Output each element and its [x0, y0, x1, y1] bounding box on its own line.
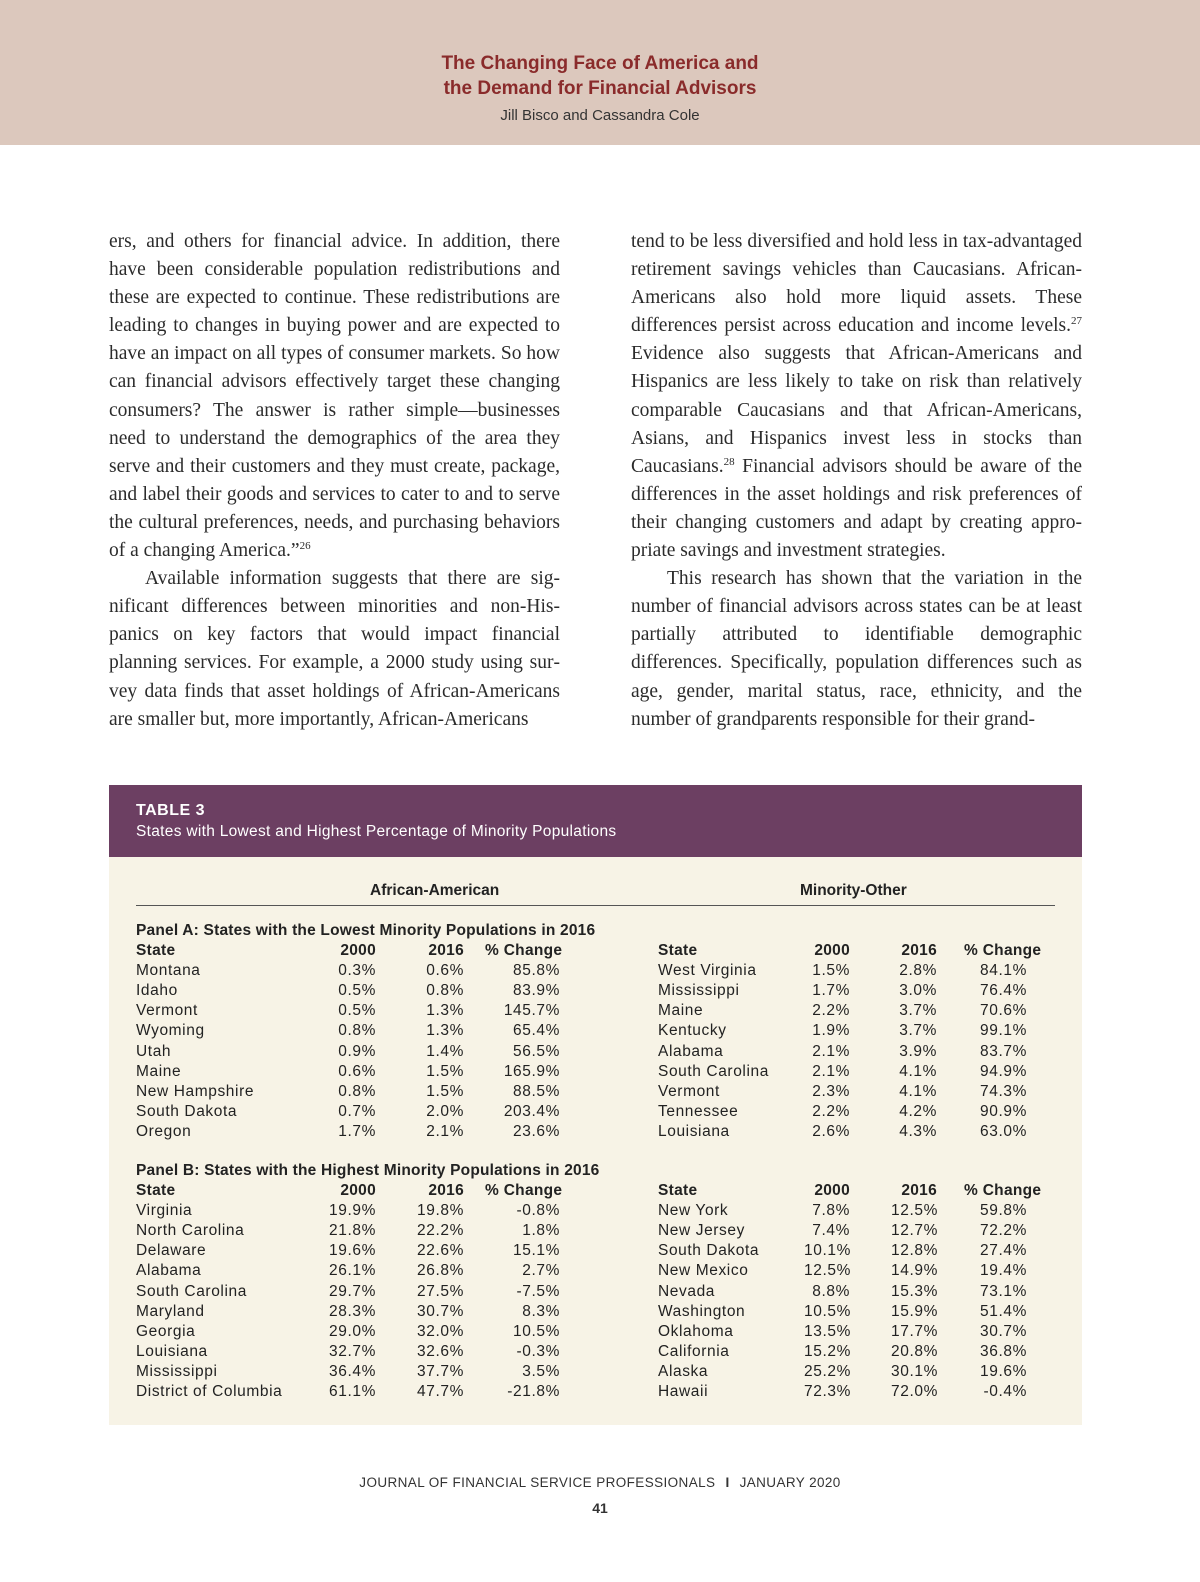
cell-state: Maryland [136, 1302, 205, 1320]
cell-year-2000: 2.1% [812, 1062, 850, 1080]
cell-year-2000: 0.9% [338, 1042, 376, 1060]
paragraph-text: Evidence also suggests that African-Americans and Hispanics are less likely to take on risk than relatively comparable Caucasians and that African-Americans, Asians, and Hispanics invest less in stocks than Caucasians. [631, 343, 1082, 477]
cell-year-2000: 10.5% [804, 1302, 851, 1320]
panel-a-title: Panel A: States with the Lowest Minority Populations in 2016 [136, 922, 596, 939]
cell-state: Vermont [658, 1082, 720, 1100]
cell-pct-change: 84.1% [980, 962, 1027, 980]
cell-year-2016: 12.7% [891, 1222, 938, 1240]
cell-year-2016: 4.2% [899, 1102, 937, 1120]
cell-state: Maine [136, 1062, 182, 1080]
column-header-pct-change: % Change [485, 942, 563, 959]
journal-name: JOURNAL OF FINANCIAL SERVICE PROFESSIONALS [359, 1475, 716, 1490]
cell-year-2000: 15.2% [804, 1342, 851, 1360]
cell-pct-change: 83.9% [513, 982, 560, 1000]
cell-state: Virginia [136, 1202, 193, 1220]
column-header-row [109, 942, 1082, 962]
cell-year-2000: 8.8% [812, 1282, 850, 1300]
cell-year-2016: 0.6% [426, 962, 464, 980]
cell-state: West Virginia [658, 962, 757, 980]
group-rule [136, 905, 1055, 906]
cell-year-2000: 0.5% [338, 1002, 376, 1020]
table-caption: States with Lowest and Highest Percentage of Minority Populations [136, 823, 617, 840]
cell-pct-change: 30.7% [980, 1322, 1027, 1340]
cell-year-2000: 0.6% [338, 1062, 376, 1080]
table-row [109, 1002, 1082, 1022]
cell-state: New Jersey [658, 1222, 745, 1240]
cell-state: Kentucky [658, 1022, 727, 1040]
cell-pct-change: 90.9% [980, 1102, 1027, 1120]
cell-year-2016: 19.8% [417, 1202, 464, 1220]
cell-year-2000: 36.4% [329, 1362, 376, 1380]
cell-year-2016: 47.7% [417, 1383, 464, 1400]
cell-year-2000: 0.7% [338, 1102, 376, 1120]
cell-year-2016: 22.2% [417, 1222, 464, 1240]
footer-journal [0, 1475, 1200, 1490]
cell-year-2016: 17.7% [891, 1322, 938, 1340]
cell-state: New York [658, 1202, 729, 1220]
footnote-ref: 28 [723, 455, 735, 468]
cell-pct-change: 76.4% [980, 982, 1027, 1000]
cell-year-2000: 28.3% [329, 1302, 376, 1320]
cell-year-2000: 1.5% [812, 962, 850, 980]
cell-pct-change: -21.8% [507, 1383, 560, 1400]
table-row [109, 962, 1082, 982]
table-row [109, 1022, 1082, 1042]
cell-year-2016: 26.8% [417, 1262, 464, 1280]
cell-year-2016: 30.1% [891, 1362, 938, 1380]
body-column-right [631, 228, 1082, 734]
authors: Jill Bisco and Cassandra Cole [500, 107, 700, 124]
cell-state: South Dakota [658, 1242, 760, 1260]
table-row [109, 1242, 1082, 1262]
cell-year-2016: 72.0% [891, 1383, 938, 1400]
title-line-1: The Changing Face of America and [441, 53, 759, 74]
cell-year-2016: 27.5% [417, 1282, 464, 1300]
cell-pct-change: 36.8% [980, 1342, 1027, 1360]
cell-state: New Hampshire [136, 1082, 255, 1100]
cell-state: Washington [658, 1302, 746, 1320]
cell-pct-change: 59.8% [980, 1202, 1027, 1220]
cell-pct-change: 145.7% [503, 1002, 560, 1020]
cell-state: California [658, 1342, 730, 1360]
table-row [109, 1123, 1082, 1143]
cell-state: Alabama [136, 1262, 202, 1280]
paragraph [631, 228, 1082, 565]
cell-pct-change: 94.9% [980, 1062, 1027, 1080]
cell-year-2000: 10.1% [804, 1242, 851, 1260]
column-header-year-2016: 2016 [428, 942, 464, 959]
cell-pct-change: -7.5% [516, 1282, 560, 1300]
article-title [0, 51, 1200, 101]
cell-state: Georgia [136, 1322, 196, 1340]
cell-pct-change: 72.2% [980, 1222, 1027, 1240]
cell-year-2016: 3.7% [899, 1022, 937, 1040]
cell-pct-change: 99.1% [980, 1022, 1027, 1040]
panel-b-title: Panel B: States with the Highest Minority Populations in 2016 [136, 1162, 600, 1179]
cell-state: Mississippi [658, 982, 740, 1000]
cell-year-2000: 21.8% [329, 1222, 376, 1240]
cell-pct-change: 73.1% [980, 1282, 1027, 1300]
cell-year-2000: 2.3% [812, 1082, 850, 1100]
cell-pct-change: 63.0% [980, 1122, 1027, 1140]
column-header-state: State [658, 1182, 698, 1199]
cell-year-2016: 3.7% [899, 1002, 937, 1020]
title-line-2: the Demand for Financial Advisors [443, 78, 757, 99]
cell-state: Tennessee [658, 1102, 739, 1120]
cell-year-2016: 3.9% [899, 1042, 937, 1060]
cell-pct-change: 27.4% [980, 1242, 1027, 1260]
data-table [109, 785, 1082, 1425]
column-header-year-2000: 2000 [340, 942, 376, 959]
cell-year-2000: 25.2% [804, 1362, 851, 1380]
table-row [109, 1083, 1082, 1103]
cell-pct-change: 165.9% [503, 1062, 560, 1080]
cell-year-2016: 0.8% [426, 982, 464, 1000]
cell-year-2000: 2.6% [812, 1122, 850, 1140]
cell-state: Alabama [658, 1042, 724, 1060]
cell-pct-change: 203.4% [503, 1102, 560, 1120]
paragraph: Available information suggests that there are significant differences between minorities and non-Hispanics on key factors that would impact financial planning services. For example, a 2000 study using survey data finds that asset holdings of African-Americans are smaller but, more importantly, African-Americans [109, 568, 560, 730]
cell-pct-change: 85.8% [513, 962, 560, 980]
cell-year-2016: 37.7% [417, 1362, 464, 1380]
cell-pct-change: 51.4% [980, 1302, 1027, 1320]
cell-year-2000: 2.2% [812, 1102, 850, 1120]
cell-state: District of Columbia [136, 1383, 283, 1400]
cell-year-2016: 15.3% [891, 1282, 938, 1300]
cell-year-2016: 22.6% [417, 1242, 464, 1260]
cell-year-2000: 0.3% [338, 962, 376, 980]
cell-state: Idaho [136, 982, 178, 1000]
cell-year-2000: 1.9% [812, 1022, 850, 1040]
cell-pct-change: 74.3% [980, 1082, 1027, 1100]
table-row [109, 1262, 1082, 1282]
cell-year-2000: 72.3% [804, 1383, 851, 1400]
cell-year-2000: 0.8% [338, 1082, 376, 1100]
cell-year-2016: 1.5% [426, 1062, 464, 1080]
cell-year-2000: 26.1% [329, 1262, 376, 1280]
cell-pct-change: 65.4% [513, 1022, 560, 1040]
cell-pct-change: 1.8% [522, 1222, 560, 1240]
cell-year-2000: 12.5% [804, 1262, 851, 1280]
cell-year-2016: 32.0% [417, 1322, 464, 1340]
cell-year-2000: 0.5% [338, 982, 376, 1000]
table-row [109, 1063, 1082, 1083]
paragraph-text: Financial advisors should be aware of the differences in the asset holdings and risk preferences of their changing customers and adapt by creating appropriate savings and investment strategies. [631, 455, 1082, 562]
body-column-left [109, 228, 560, 734]
cell-state: Hawaii [658, 1383, 709, 1400]
cell-pct-change: 3.5% [522, 1362, 560, 1380]
cell-year-2000: 29.0% [329, 1322, 376, 1340]
cell-year-2016: 4.3% [899, 1122, 937, 1140]
cell-state: Oregon [136, 1122, 192, 1140]
column-header-pct-change: % Change [485, 1182, 563, 1199]
cell-state: Vermont [136, 1002, 198, 1020]
table-row [109, 1383, 1082, 1403]
cell-pct-change: -0.8% [516, 1202, 560, 1220]
cell-year-2000: 29.7% [329, 1282, 376, 1300]
cell-pct-change: 88.5% [513, 1082, 560, 1100]
table-row [109, 1303, 1082, 1323]
cell-year-2016: 14.9% [891, 1262, 938, 1280]
cell-year-2000: 1.7% [812, 982, 850, 1000]
cell-state: Alaska [658, 1362, 709, 1380]
cell-state: Oklahoma [658, 1322, 734, 1340]
cell-pct-change: 19.6% [980, 1362, 1027, 1380]
cell-state: Nevada [658, 1282, 716, 1300]
cell-state: South Carolina [658, 1062, 769, 1080]
footnote-ref: 27 [1071, 315, 1082, 328]
cell-year-2000: 32.7% [329, 1342, 376, 1360]
column-header-pct-change: % Change [964, 942, 1042, 959]
column-header-year-2016: 2016 [901, 942, 937, 959]
cell-state: Mississippi [136, 1362, 218, 1380]
cell-pct-change: -0.3% [516, 1342, 560, 1360]
table-row [109, 1043, 1082, 1063]
cell-year-2016: 15.9% [891, 1302, 938, 1320]
cell-year-2000: 2.1% [812, 1042, 850, 1060]
cell-year-2016: 1.4% [426, 1042, 464, 1060]
column-header-state: State [136, 1182, 176, 1199]
cell-pct-change: -0.4% [983, 1383, 1027, 1400]
paragraph [109, 228, 560, 565]
cell-state: Montana [136, 962, 201, 980]
cell-year-2000: 7.4% [812, 1222, 850, 1240]
column-header-row [109, 1182, 1082, 1202]
cell-year-2016: 20.8% [891, 1342, 938, 1360]
cell-year-2016: 4.1% [899, 1062, 937, 1080]
cell-state: Maine [658, 1002, 704, 1020]
column-header-pct-change: % Change [964, 1182, 1042, 1199]
table-row [109, 1323, 1082, 1343]
cell-pct-change: 10.5% [513, 1322, 560, 1340]
cell-year-2016: 2.0% [426, 1102, 464, 1120]
table-header-bar [109, 785, 1082, 857]
column-header-year-2000: 2000 [814, 942, 850, 959]
cell-state: Delaware [136, 1242, 207, 1260]
cell-year-2016: 3.0% [899, 982, 937, 1000]
cell-year-2016: 12.8% [891, 1242, 938, 1260]
table-row [109, 1202, 1082, 1222]
cell-pct-change: 70.6% [980, 1002, 1027, 1020]
table-row [109, 1103, 1082, 1123]
cell-state: New Mexico [658, 1262, 749, 1280]
cell-year-2000: 19.6% [329, 1242, 376, 1260]
table-row [109, 1283, 1082, 1303]
cell-pct-change: 56.5% [513, 1042, 560, 1060]
cell-pct-change: 23.6% [513, 1122, 560, 1140]
table-number: TABLE 3 [136, 802, 205, 819]
cell-pct-change: 8.3% [522, 1302, 560, 1320]
page-header [0, 0, 1200, 145]
column-header-year-2016: 2016 [901, 1182, 937, 1199]
cell-year-2000: 13.5% [804, 1322, 851, 1340]
cell-year-2016: 2.1% [426, 1122, 464, 1140]
issue-date: JANUARY 2020 [739, 1475, 841, 1490]
column-header-year-2016: 2016 [428, 1182, 464, 1199]
footer-separator: I [725, 1475, 730, 1490]
cell-year-2000: 61.1% [329, 1383, 376, 1400]
page-number: 41 [592, 1500, 608, 1516]
table-row [109, 1343, 1082, 1363]
cell-year-2000: 0.8% [338, 1022, 376, 1040]
cell-year-2016: 4.1% [899, 1082, 937, 1100]
column-header-state: State [658, 942, 698, 959]
cell-state: Louisiana [658, 1122, 730, 1140]
table-row [109, 1222, 1082, 1242]
cell-state: Wyoming [136, 1022, 205, 1040]
cell-year-2000: 7.8% [812, 1202, 850, 1220]
column-header-year-2000: 2000 [814, 1182, 850, 1199]
cell-state: South Carolina [136, 1282, 247, 1300]
cell-year-2016: 1.3% [426, 1022, 464, 1040]
cell-pct-change: 19.4% [980, 1262, 1027, 1280]
cell-pct-change: 2.7% [522, 1262, 560, 1280]
cell-state: Utah [136, 1042, 172, 1060]
group-label-african-american: African-American [370, 882, 500, 899]
table-row [109, 982, 1082, 1002]
cell-pct-change: 15.1% [513, 1242, 560, 1260]
cell-year-2016: 2.8% [899, 962, 937, 980]
cell-pct-change: 83.7% [980, 1042, 1027, 1060]
cell-year-2016: 12.5% [891, 1202, 938, 1220]
cell-year-2000: 1.7% [338, 1122, 376, 1140]
column-header-state: State [136, 942, 176, 959]
cell-year-2000: 19.9% [329, 1202, 376, 1220]
cell-year-2016: 30.7% [417, 1302, 464, 1320]
group-label-minority-other: Minority-Other [800, 882, 907, 899]
footnote-ref: 26 [299, 540, 311, 553]
cell-year-2016: 1.5% [426, 1082, 464, 1100]
paragraph: This research has shown that the variation in the number of financial advisors across states can be at least partially attributed to identifiable demographic differences. Specifically, population differences such as age, gender, marital status, race, ethnicity, and the number of grandparents responsible for their grand- [631, 568, 1082, 730]
cell-year-2016: 32.6% [417, 1342, 464, 1360]
paragraph-text: ers, and others for financial advice. In addition, there have been considerable population redistributions and these are expected to continue. These redistributions are leading to changes in buying power and are expected to have an impact on all types of consumer markets. So how can financial advisors effectively target these changing consumers? The answer is rather simple—businesses need to understand the demographics of the area they serve and their customers and they must create, package, and label their goods and services to cater to and to serve the cultural preferences, needs, and purchasing behaviors of a changing America.” [109, 231, 560, 562]
cell-year-2000: 2.2% [812, 1002, 850, 1020]
paragraph-text: tend to be less diversified and hold less in tax-advantaged retirement savings vehicles than Caucasians. African-Americans also hold more liquid assets. These differences persist across education and income levels. [631, 231, 1082, 337]
cell-year-2016: 1.3% [426, 1002, 464, 1020]
table-row [109, 1363, 1082, 1383]
column-header-year-2000: 2000 [340, 1182, 376, 1199]
cell-state: Louisiana [136, 1342, 208, 1360]
cell-state: North Carolina [136, 1222, 245, 1240]
cell-state: South Dakota [136, 1102, 238, 1120]
